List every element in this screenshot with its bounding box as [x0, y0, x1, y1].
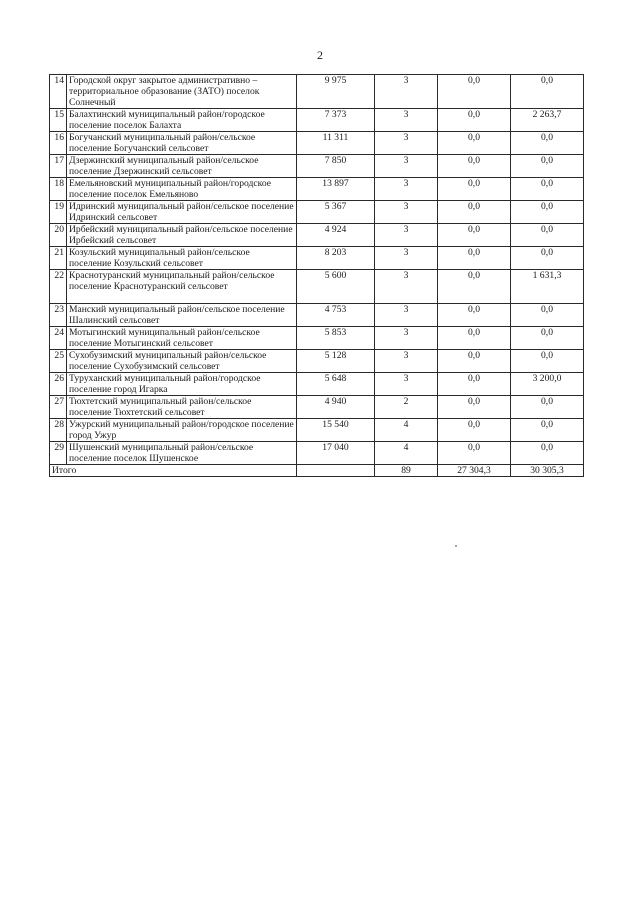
row-number: 26 — [50, 373, 67, 396]
amount-value-2: 0,0 — [511, 132, 584, 155]
municipality-name: Туруханский муниципальный район/городское поселение город Игарка — [67, 373, 297, 396]
table-row — [50, 75, 584, 109]
amount-value-2: 0,0 — [511, 75, 584, 109]
table-row — [50, 350, 584, 373]
amount-value-1: 0,0 — [438, 178, 511, 201]
table-row — [50, 178, 584, 201]
population-value: 11 311 — [297, 132, 375, 155]
amount-value-1: 0,0 — [438, 155, 511, 178]
scan-speck — [455, 545, 457, 547]
count-value: 3 — [375, 304, 438, 327]
amount-value-2: 3 200,0 — [511, 373, 584, 396]
population-value: 5 853 — [297, 327, 375, 350]
row-number: 21 — [50, 247, 67, 270]
amount-value-1: 0,0 — [438, 132, 511, 155]
population-value: 8 203 — [297, 247, 375, 270]
table-row — [50, 201, 584, 224]
amount-value-2: 2 263,7 — [511, 109, 584, 132]
amount-value-1: 0,0 — [438, 350, 511, 373]
row-number: 22 — [50, 270, 67, 304]
municipality-name: Ирбейский муниципальный район/сельское поселение Ирбейский сельсовет — [67, 224, 297, 247]
row-number: 15 — [50, 109, 67, 132]
municipality-name: Емельяновский муниципальный район/городское поселение поселок Емельяново — [67, 178, 297, 201]
count-value: 3 — [375, 327, 438, 350]
municipality-name: Ужурский муниципальный район/городское поселение город Ужур — [67, 419, 297, 442]
count-value: 2 — [375, 396, 438, 419]
row-number: 23 — [50, 304, 67, 327]
count-value: 4 — [375, 442, 438, 465]
row-number: 19 — [50, 201, 67, 224]
count-value: 3 — [375, 224, 438, 247]
amount-value-2: 0,0 — [511, 396, 584, 419]
row-number: 20 — [50, 224, 67, 247]
table-row — [50, 373, 584, 396]
amount-value-1: 0,0 — [438, 224, 511, 247]
amount-value-1: 0,0 — [438, 442, 511, 465]
population-value: 15 540 — [297, 419, 375, 442]
total-amount-1: 27 304,3 — [438, 465, 511, 477]
total-population — [297, 465, 375, 477]
count-value: 3 — [375, 75, 438, 109]
table-row — [50, 396, 584, 419]
table-row — [50, 270, 584, 304]
municipality-name: Богучанский муниципальный район/сельское поселение Богучанский сельсовет — [67, 132, 297, 155]
amount-value-2: 0,0 — [511, 327, 584, 350]
count-value: 4 — [375, 419, 438, 442]
table-row — [50, 109, 584, 132]
row-number: 16 — [50, 132, 67, 155]
population-value: 7 373 — [297, 109, 375, 132]
amount-value-1: 0,0 — [438, 396, 511, 419]
population-value: 7 850 — [297, 155, 375, 178]
count-value: 3 — [375, 201, 438, 224]
municipality-name: Балахтинский муниципальный район/городское поселение поселок Балахта — [67, 109, 297, 132]
row-number: 18 — [50, 178, 67, 201]
municipality-name: Краснотуранский муниципальный район/сельское поселение Краснотуранский сельсовет — [67, 270, 297, 304]
population-value: 5 648 — [297, 373, 375, 396]
population-value: 5 367 — [297, 201, 375, 224]
total-label: Итого — [50, 465, 297, 477]
table-row — [50, 224, 584, 247]
table-row — [50, 419, 584, 442]
municipality-name: Дзержинский муниципальный район/сельское поселение Дзержинский сельсовет — [67, 155, 297, 178]
count-value: 3 — [375, 350, 438, 373]
page-number: 2 — [317, 48, 323, 62]
amount-value-1: 0,0 — [438, 270, 511, 304]
row-number: 28 — [50, 419, 67, 442]
amount-value-2: 0,0 — [511, 201, 584, 224]
municipality-name: Городской округ закрытое административно – территориальное образование (ЗАТО) поселок Солнечный — [67, 75, 297, 109]
count-value: 3 — [375, 155, 438, 178]
count-value: 3 — [375, 178, 438, 201]
table-row — [50, 327, 584, 350]
total-count: 89 — [375, 465, 438, 477]
amount-value-1: 0,0 — [438, 373, 511, 396]
table-row — [50, 442, 584, 465]
count-value: 3 — [375, 270, 438, 304]
population-value: 13 897 — [297, 178, 375, 201]
row-number: 14 — [50, 75, 67, 109]
population-value: 17 040 — [297, 442, 375, 465]
row-number: 29 — [50, 442, 67, 465]
count-value: 3 — [375, 132, 438, 155]
count-value: 3 — [375, 247, 438, 270]
amount-value-2: 0,0 — [511, 419, 584, 442]
population-value: 4 753 — [297, 304, 375, 327]
table-row — [50, 247, 584, 270]
row-number: 17 — [50, 155, 67, 178]
row-number: 27 — [50, 396, 67, 419]
population-value: 5 128 — [297, 350, 375, 373]
amount-value-1: 0,0 — [438, 109, 511, 132]
amount-value-1: 0,0 — [438, 304, 511, 327]
amount-value-2: 0,0 — [511, 224, 584, 247]
table-row — [50, 155, 584, 178]
municipality-name: Идринский муниципальный район/сельское поселение Идринский сельсовет — [67, 201, 297, 224]
table-row — [50, 132, 584, 155]
table-row — [50, 304, 584, 327]
population-value: 4 940 — [297, 396, 375, 419]
population-value: 4 924 — [297, 224, 375, 247]
amount-value-2: 0,0 — [511, 178, 584, 201]
count-value: 3 — [375, 373, 438, 396]
population-value: 9 975 — [297, 75, 375, 109]
total-amount-2: 30 305,3 — [511, 465, 584, 477]
amount-value-1: 0,0 — [438, 419, 511, 442]
amount-value-1: 0,0 — [438, 327, 511, 350]
municipality-name: Сухобузимский муниципальный район/сельское поселение Сухобузимский сельсовет — [67, 350, 297, 373]
row-number: 24 — [50, 327, 67, 350]
municipality-name: Мотыгинский муниципальный район/сельское поселение Мотыгинский сельсовет — [67, 327, 297, 350]
count-value: 3 — [375, 109, 438, 132]
amount-value-1: 0,0 — [438, 75, 511, 109]
amount-value-2: 0,0 — [511, 442, 584, 465]
municipality-name: Манский муниципальный район/сельское поселение Шалинский сельсовет — [67, 304, 297, 327]
amount-value-2: 0,0 — [511, 155, 584, 178]
amount-value-2: 0,0 — [511, 304, 584, 327]
municipality-name: Шушенский муниципальный район/сельское поселение поселок Шушенское — [67, 442, 297, 465]
municipality-name: Козульский муниципальный район/сельское поселение Козульский сельсовет — [67, 247, 297, 270]
municipal-table — [49, 74, 584, 477]
amount-value-2: 0,0 — [511, 247, 584, 270]
total-row — [50, 465, 584, 477]
amount-value-1: 0,0 — [438, 201, 511, 224]
amount-value-2: 1 631,3 — [511, 270, 584, 304]
amount-value-1: 0,0 — [438, 247, 511, 270]
amount-value-2: 0,0 — [511, 350, 584, 373]
municipality-name: Тюхтетский муниципальный район/сельское поселение Тюхтетский сельсовет — [67, 396, 297, 419]
row-number: 25 — [50, 350, 67, 373]
population-value: 5 600 — [297, 270, 375, 304]
